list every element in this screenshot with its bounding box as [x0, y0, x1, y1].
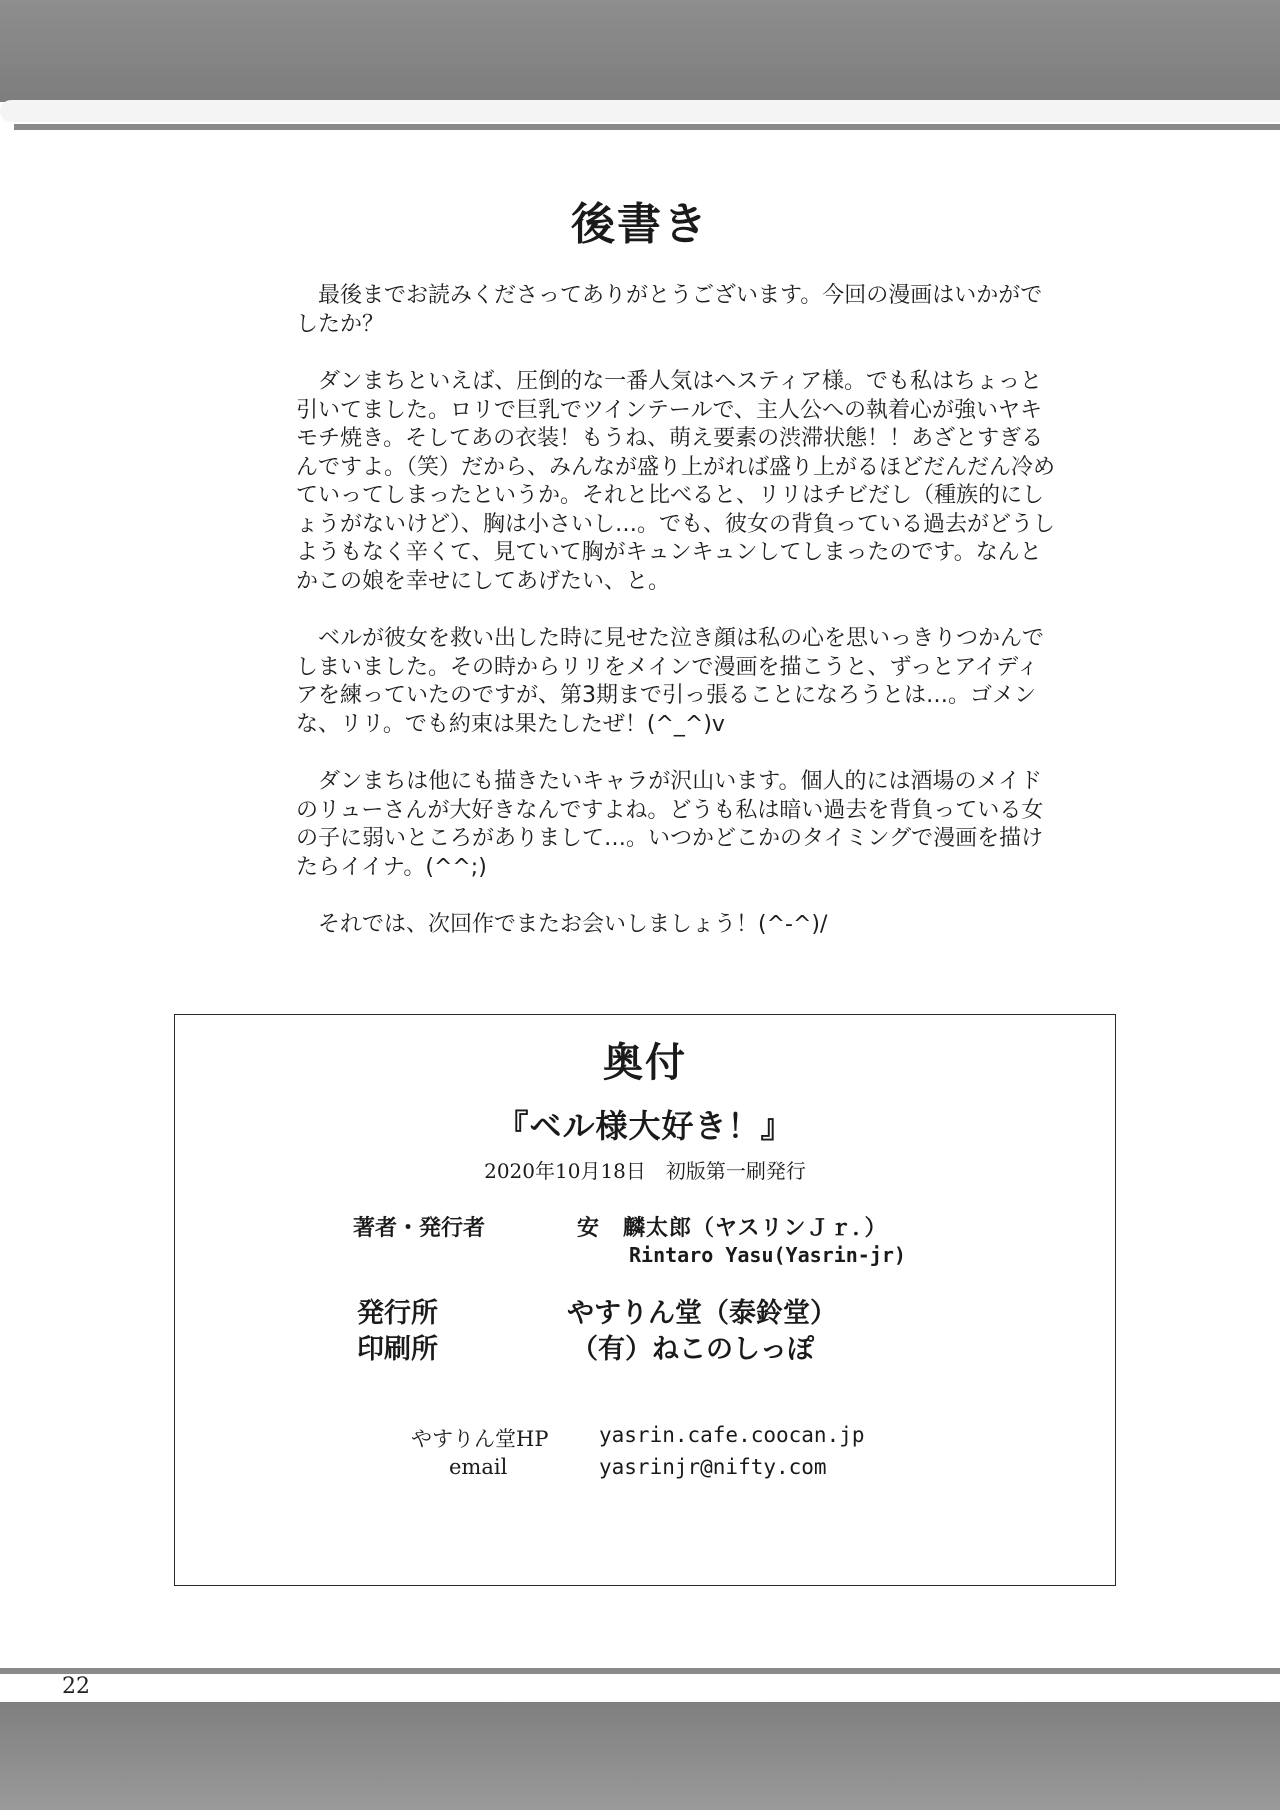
publisher-name: やすりん堂（泰鈴堂） [567, 1298, 837, 1329]
top-rule-line [14, 124, 1280, 130]
bottom-gray-band [0, 1702, 1280, 1810]
homepage-label: やすりん堂HP [411, 1427, 549, 1451]
afterword-paragraph: ベルが彼女を救い出した時に見せた泣き顔は私の心を思いっきりつかんでしまいました。その時からリリをメインで漫画を描こうと、ずっとアイディアを練っていたのですが、第3期まで引っ張ることになろうとは…。ゴメンな、リリ。でも約束は果たしたぜ！(^_^)v [296, 626, 1045, 737]
publisher-label: 発行所 [357, 1298, 438, 1329]
top-band-highlight [0, 100, 1280, 122]
afterword-paragraph: 最後までお読みくださってありがとうございます。今回の漫画はいかがでしたか？ [296, 283, 1043, 337]
author-romaji: Rintaro Yasu(Yasrin-jr) [629, 1243, 906, 1267]
email-label: email [449, 1455, 508, 1479]
top-gray-band [0, 0, 1280, 102]
afterword-paragraph: ダンまちは他にも描きたいキャラが沢山います。個人的には酒場のメイドのリューさんが大好きなんですよね。どうも私は暗い過去を背負っている女の子に弱いところがありまして…。いつかどこかのタイミングで漫画を描けたらイイナ。(^^;) [296, 769, 1044, 880]
author-name: 安 麟太郎（ヤスリンＪｒ．） [577, 1216, 888, 1241]
homepage-url[interactable]: yasrin.cafe.coocan.jp [599, 1423, 865, 1447]
afterword-body [296, 282, 1056, 969]
bottom-rule-line [0, 1668, 1280, 1674]
colophon-publication-date: 2020年10月18日 初版第一刷発行 [484, 1159, 806, 1183]
colophon-heading: 奥付 [603, 1040, 687, 1086]
afterword-title: 後書き [571, 199, 709, 250]
printer-label: 印刷所 [357, 1334, 438, 1365]
email-address[interactable]: yasrinjr@nifty.com [599, 1455, 827, 1479]
afterword-paragraph: ダンまちといえば、圧倒的な一番人気はヘスティア様。でも私はちょっと引いてました。ロリで巨乳でツインテールで、主人公への執着心が強いヤキモチ焼き。そしてあの衣装！もうね、萌え要素の渋滞状態！！あざとすぎるんですよ。（笑）だから、みんなが盛り上がれば盛り上がるほどだんだん冷めていってしまったというか。それと比べると、リリはチビだし（種族的にしょうがないけど）、胸は小さいし…。でも、彼女の背負っている過去がどうしようもなく辛くて、見ていて胸がキュンキュンしてしまったのです。なんとかこの娘を幸せにしてあげたい、と。 [296, 369, 1056, 594]
colophon-box [174, 1014, 1116, 1586]
printer-name: （有）ねこのしっぽ [571, 1334, 814, 1365]
page-number: 22 [62, 1674, 90, 1699]
colophon-book-title: 『ベル様大好き！』 [496, 1107, 794, 1145]
afterword-paragraph: それでは、次回作でまたお会いしましょう！(^-^)/ [318, 912, 828, 937]
author-label: 著者・発行者 [353, 1216, 486, 1241]
